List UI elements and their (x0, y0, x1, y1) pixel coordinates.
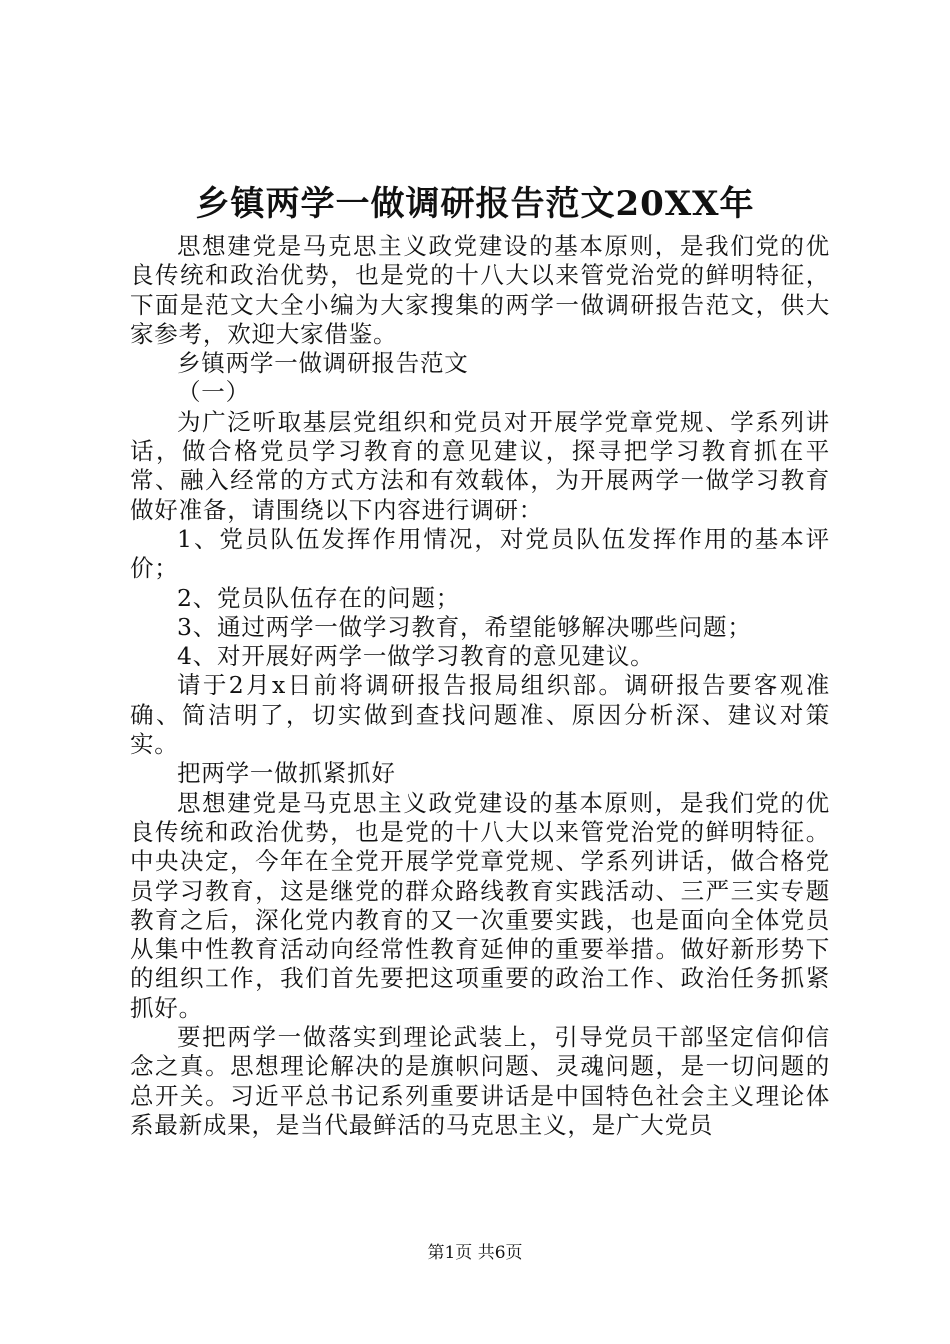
list-item: 2、党员队伍存在的问题； (177, 583, 461, 612)
body-paragraph: 思想建党是马克思主义政党建设的基本原则，是我们党的优良传统和政治优势，也是党的十八大以来管党治党的鲜明特征。中央决定，今年在全党开展学党章党规、学系列讲话，做合格党员学习教育，这是继党的群众路线教育实践活动、三严三实专题教育之后，深化党内教育的又一次重要实践，也是面向全体党员从集中性教育活动向经常性教育延伸的重要举措。做好新形势下的组织工作，我们首先要把这项重要的政治工作、政治任务抓紧抓好。 (130, 788, 830, 1022)
list-item: 3、通过两学一做学习教育，希望能够解决哪些问题； (177, 612, 752, 641)
body-paragraph: 请于2月x日前将调研报告报局组织部。调研报告要客观准确、简洁明了，切实做到查找问题准、原因分析深、建议对策实。 (130, 671, 830, 759)
list-item: 4、对开展好两学一做学习教育的意见建议。 (177, 642, 655, 671)
section-heading: 把两学一做抓紧抓好 (177, 759, 396, 788)
intro-paragraph: 思想建党是马克思主义政党建设的基本原则，是我们党的优良传统和政治优势，也是党的十八大以来管党治党的鲜明特征，下面是范文大全小编为大家搜集的两学一做调研报告范文，供大家参考，欢迎大家借鉴。 (130, 232, 830, 348)
body-paragraph: 要把两学一做落实到理论武装上，引导党员干部坚定信仰信念之真。思想理论解决的是旗帜问题、灵魂问题，是一切问题的总开关。习近平总书记系列重要讲话是中国特色社会主义理论体系最新成果，是当代最鲜活的马克思主义，是广大党员 (130, 1023, 830, 1139)
document-body (130, 232, 830, 1140)
section-number: （一） (177, 378, 250, 407)
page-footer: 第1页 共6页 (427, 1243, 523, 1263)
section-heading: 乡镇两学一做调研报告范文 (177, 349, 469, 378)
body-paragraph: 为广泛听取基层党组织和党员对开展学党章党规、学系列讲话，做合格党员学习教育的意见建议，探寻把学习教育抓在平常、融入经常的方式方法和有效载体，为开展两学一做学习教育做好准备，请围绕以下内容进行调研： (130, 407, 830, 524)
list-item: 1、党员队伍发挥作用情况，对党员队伍发挥作用的基本评价； (130, 524, 830, 583)
document-title: 乡镇两学一做调研报告范文20XX年 (195, 184, 755, 224)
